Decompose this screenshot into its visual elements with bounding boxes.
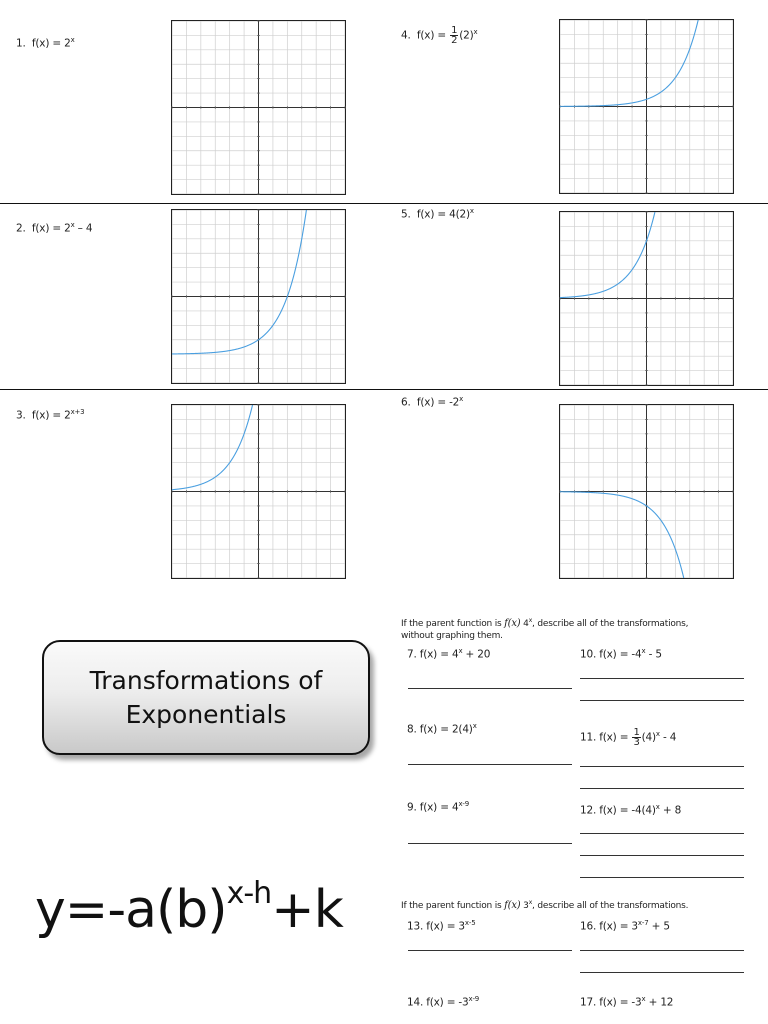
item-8-label: 8. $f(x) = 2(4)^x$ (407, 722, 477, 736)
answer-line-12b[interactable] (580, 855, 744, 856)
title-line-1: Transformations of (89, 665, 323, 695)
answer-line-12c[interactable] (580, 877, 744, 878)
graph-problem-5 (559, 211, 734, 386)
separator-1 (0, 203, 768, 204)
item-9-label: 9. $f(x) = 4^{x-9}$ (407, 800, 469, 814)
item-11-label: 11. f(x) = $\frac{1}{3}$ $(4)^x - 4$ (580, 727, 677, 748)
answer-line-10a[interactable] (580, 678, 744, 679)
problem-3-label: 3. $f(x) = 2^{x+3}$ (16, 408, 85, 422)
answer-line-10b[interactable] (580, 700, 744, 701)
worksheet-title (42, 640, 370, 755)
answer-line-8[interactable] (408, 764, 572, 765)
section-2-instructions: If the parent function is f(x) 3$^x$, describe all of the transformations. (401, 899, 689, 911)
general-form-equation: $y=-a(b)^{x-h}+k$ (35, 876, 343, 940)
problem-4-label: 4. f(x) = $\frac{1}{2}$ $(2)^x$ (401, 25, 478, 46)
answer-line-11b[interactable] (580, 788, 744, 789)
item-12-label: 12. $f(x) = -4(4)^x + 8$ (580, 803, 682, 817)
section-1-instructions: If the parent function is f(x) 4$^x$, describe all of the transformations, without graphing them. (401, 617, 689, 641)
fraction-one-third: $\frac{1}{3}$ (633, 727, 640, 748)
problem-2-label: 2. $f(x) = 2^x - 4$ (16, 221, 93, 235)
title-line-2: Exponentials (125, 699, 287, 729)
item-17-label: 17. $f(x) = -3^x + 12$ (580, 995, 674, 1009)
item-10-label: 10. $f(x) = -4^x - 5$ (580, 647, 662, 661)
item-14-label: 14. $f(x) = -3^{x-9}$ (407, 995, 480, 1009)
graph-problem-6 (559, 404, 734, 579)
answer-line-11a[interactable] (580, 766, 744, 767)
answer-line-13[interactable] (408, 950, 572, 951)
fraction-one-half: $\frac{1}{2}$ (451, 25, 458, 46)
item-7-label: 7. $f(x) = 4^x + 20$ (407, 647, 491, 661)
answer-line-16b[interactable] (580, 972, 744, 973)
answer-line-12a[interactable] (580, 833, 744, 834)
item-13-label: 13. $f(x) = 3^{x-5}$ (407, 919, 476, 933)
problem-1-label: 1. $f(x) = 2^x$ (16, 36, 75, 50)
problem-6-label: 6. $f(x) = -2^x$ (401, 395, 464, 409)
answer-line-16a[interactable] (580, 950, 744, 951)
answer-line-9[interactable] (408, 843, 572, 844)
separator-2 (0, 389, 768, 390)
item-16-label: 16. $f(x) = 3^{x-7} + 5$ (580, 919, 670, 933)
graph-problem-3 (171, 404, 346, 579)
graph-problem-4 (559, 19, 734, 194)
answer-line-7[interactable] (408, 688, 572, 689)
graph-problem-1 (171, 20, 346, 195)
problem-5-label: 5. $f(x) = 4(2)^x$ (401, 207, 474, 221)
graph-problem-2 (171, 209, 346, 384)
